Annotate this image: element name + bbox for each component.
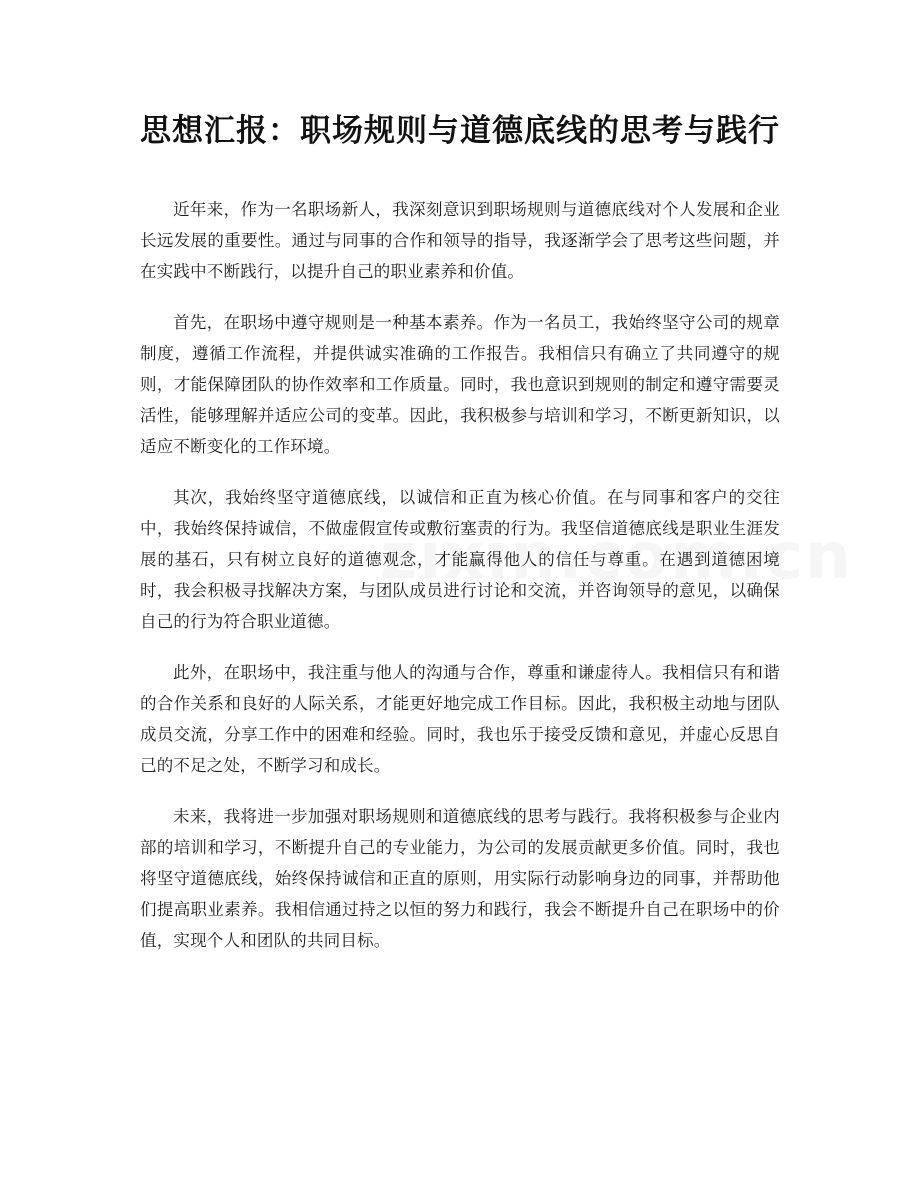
paragraph-intro: 近年来，作为一名职场新人，我深刻意识到职场规则与道德底线对个人发展和企业长远发展的重要性。通过与同事的合作和领导的指导，我逐渐学会了思考这些问题，并在实践中不断践行，以提升自己的职业素养和价值。: [140, 200, 780, 281]
document-body: [140, 194, 780, 956]
paragraph-future: 未来，我将进一步加强对职场规则和道德底线的思考与践行。我将积极参与企业内部的培训和学习，不断提升自己的专业能力，为公司的发展贡献更多价值。同时，我也将坚守道德底线，始终保持诚信和正直的原则，用实际行动影响身边的同事，并帮助他们提高职业素养。我相信通过持之以恒的努力和践行，我会不断提升自己在职场中的价值，实现个人和团队的共同目标。: [140, 807, 780, 950]
paragraph-rules: 首先，在职场中遵守规则是一种基本素养。作为一名员工，我始终坚守公司的规章制度，遵循工作流程，并提供诚实准确的工作报告。我相信只有确立了共同遵守的规则，才能保障团队的协作效率和工作质量。同时，我也意识到规则的制定和遵守需要灵活性，能够理解并适应公司的变革。因此，我积极参与培训和学习，不断更新知识，以适应不断变化的工作环境。: [140, 313, 780, 456]
document-title: 思想汇报：职场规则与道德底线的思考与践行: [140, 113, 780, 149]
paragraph-ethics: 其次，我始终坚守道德底线，以诚信和正直为核心价值。在与同事和客户的交往中，我始终保持诚信，不做虚假宣传或敷衍塞责的行为。我坚信道德底线是职业生涯发展的基石，只有树立良好的道德观念，才能赢得他人的信任与尊重。在遇到道德困境时，我会积极寻找解决方案，与团队成员进行讨论和交流，并咨询领导的意见，以确保自己的行为符合职业道德。: [140, 488, 780, 631]
paragraph-cooperation: 此外，在职场中，我注重与他人的沟通与合作，尊重和谦虚待人。我相信只有和谐的合作关系和良好的人际关系，才能更好地完成工作目标。因此，我积极主动地与团队成员交流，分享工作中的困难和经验。同时，我也乐于接受反馈和意见，并虚心反思自己的不足之处，不断学习和成长。: [140, 663, 780, 775]
